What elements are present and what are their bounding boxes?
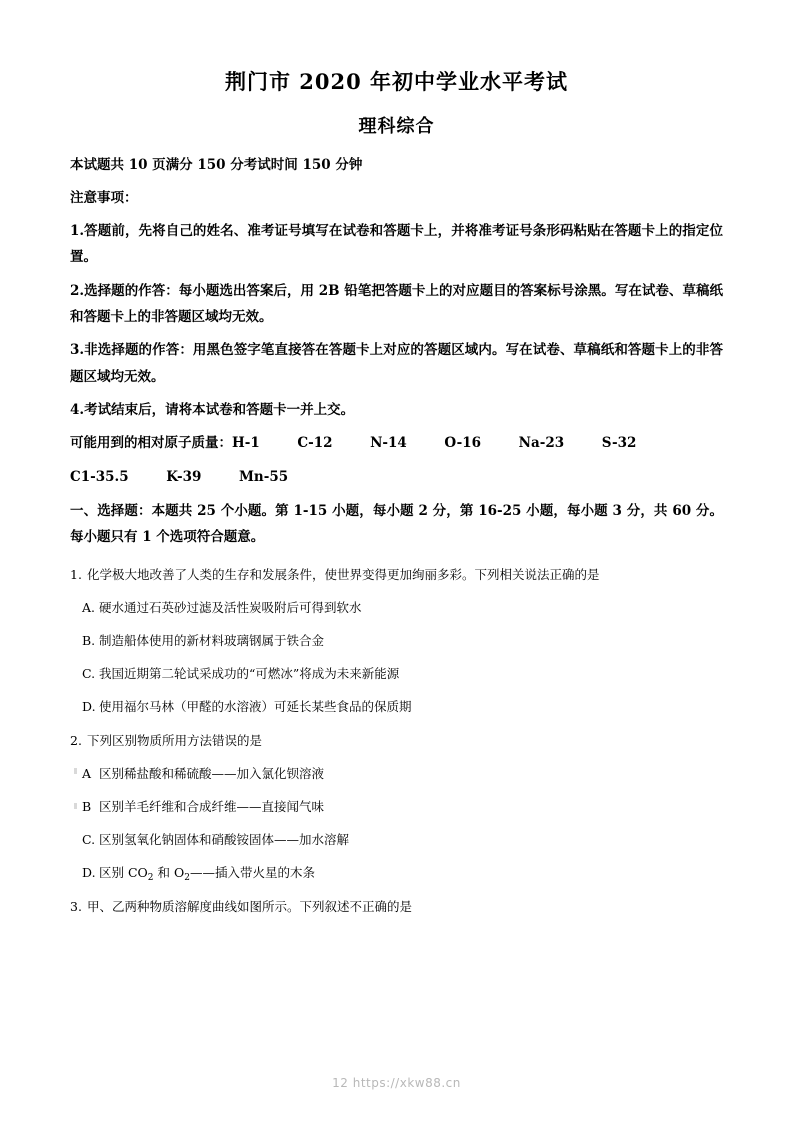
notice-item-1: 1.答题前，先将自己的姓名、准考证号填写在试卷和答题卡上，并将准考证号条形码粘贴在答题卡上的指定位置。 xyxy=(70,223,723,266)
question-option[interactable] xyxy=(70,697,723,717)
option-text: 区别氢氧化钠固体和硝酸铵固体——加水溶解 xyxy=(99,831,350,847)
margin-mark xyxy=(74,768,77,774)
page-title: 荆门市 2020 年初中学业水平考试 xyxy=(224,69,569,94)
question-number: 2. xyxy=(70,732,82,748)
question-text: 甲、乙两种物质溶解度曲线如图所示。下列叙述不正确的是 xyxy=(87,898,413,914)
option-label: D. xyxy=(82,698,96,714)
question-text: 下列区别物质所用方法错误的是 xyxy=(87,732,263,748)
notice-item-2: 2.选择题的作答：每小题选出答案后，用 2B 铅笔把答题卡上的对应题目的答案标号涂黑。写在试卷、草稿纸和答题卡上的非答题区域均无效。 xyxy=(70,282,723,326)
question-stem xyxy=(70,897,723,917)
exam-info: 本试题共 10 页满分 150 分考试时间 150 分钟 xyxy=(70,156,363,173)
option-text: 区别稀盐酸和稀硫酸——加入氯化钡溶液 xyxy=(99,765,325,781)
option-text: 我国近期第二轮试采成功的“可燃冰”将成为未来新能源 xyxy=(99,665,400,681)
question-number: 3. xyxy=(70,898,82,914)
question-text: 化学极大地改善了人类的生存和发展条件，使世界变得更加绚丽多彩。下列相关说法正确的是 xyxy=(87,566,600,582)
margin-mark xyxy=(74,803,77,809)
question-option[interactable] xyxy=(70,764,723,784)
question-option[interactable] xyxy=(70,598,723,618)
page-footer: 12 https://xkw88.cn xyxy=(332,1076,461,1090)
notice-heading: 注意事项： xyxy=(70,189,138,206)
option-text: 硬水通过石英砂过滤及活性炭吸附后可得到软水 xyxy=(99,599,362,615)
atomic-mass-line-2: C1-35.5 K-39 Mn-55 xyxy=(70,468,289,485)
notice-item-4: 4.考试结束后，请将本试卷和答题卡一并上交。 xyxy=(70,402,355,418)
option-label: B. xyxy=(82,632,96,648)
option-label: A xyxy=(82,765,92,781)
option-label: A. xyxy=(82,599,96,615)
question-option[interactable] xyxy=(70,830,723,850)
option-label: C. xyxy=(82,831,96,847)
question-option[interactable] xyxy=(70,664,723,684)
option-text: 区别羊毛纤维和合成纤维——直接闻气味 xyxy=(99,798,325,814)
question-stem xyxy=(70,731,723,751)
question-number: 1. xyxy=(70,566,82,582)
option-label: C. xyxy=(82,665,96,681)
question-option[interactable] xyxy=(70,863,723,883)
option-label: B xyxy=(82,798,92,814)
page-subtitle: 理科综合 xyxy=(358,115,435,137)
question-option[interactable] xyxy=(70,797,723,817)
notice-item-3: 3.非选择题的作答：用黑色签字笔直接答在答题卡上对应的答题区域内。写在试卷、草稿纸和答题卡上的非答题区域均无效。 xyxy=(70,342,723,385)
section-one-heading: 一、选择题：本题共 25 个小题。第 1-15 小题，每小题 2 分，第 16-25 小题，每小题 3 分，共 60 分。每小题只有 1 个选项符合题意。 xyxy=(70,502,723,546)
option-label: D. xyxy=(82,864,96,880)
option-text: 使用福尔马林（甲醛的水溶液）可延长某些食品的保质期 xyxy=(99,698,412,714)
question-option[interactable] xyxy=(70,631,723,651)
option-text: 区别 $CO_2$ 和 $O_2——$插入带火星的木条 xyxy=(99,864,315,883)
atomic-mass-line-1: 可能用到的相对原子质量：H-1 C-12 N-14 O-16 Na-23 S-32 xyxy=(70,435,637,452)
option-text: 制造船体使用的新材料玻璃钢属于铁合金 xyxy=(99,632,325,648)
question-stem xyxy=(70,565,723,585)
